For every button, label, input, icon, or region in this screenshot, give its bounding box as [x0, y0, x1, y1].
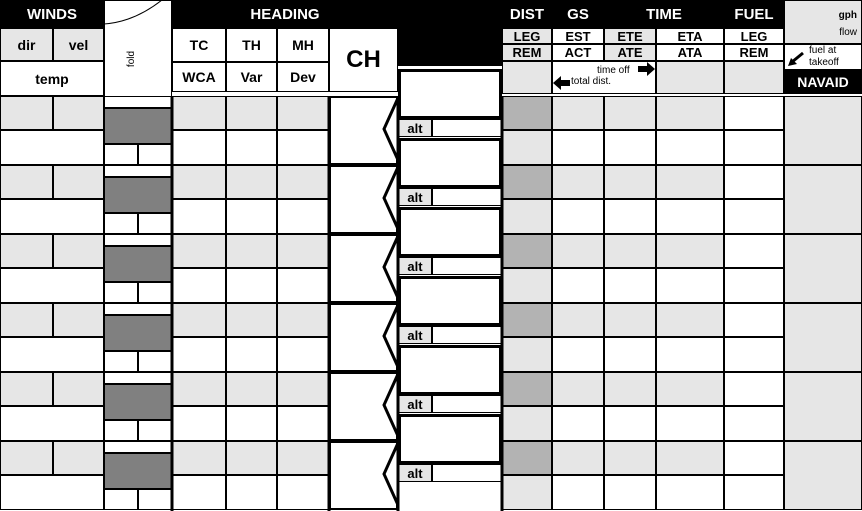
temp-cell-4[interactable]	[0, 337, 104, 372]
navaid-cell-3[interactable]	[784, 234, 862, 303]
ate-header: ATE	[604, 44, 656, 61]
alt-label-3: alt	[398, 257, 432, 275]
ate-cell-6[interactable]	[604, 475, 656, 510]
wind-dir-cell-5[interactable]	[0, 372, 53, 406]
navaid-cell-4[interactable]	[784, 303, 862, 372]
alt-label-6: alt	[398, 464, 432, 482]
temp-cell-1[interactable]	[0, 130, 104, 165]
dev-cell-4[interactable]	[277, 337, 329, 372]
tc-cell-5[interactable]	[172, 372, 226, 406]
wind-vel-cell-6[interactable]	[53, 441, 104, 475]
ch-cell-3[interactable]	[329, 234, 398, 303]
alt-cell-4[interactable]	[432, 326, 502, 344]
var-cell-3[interactable]	[226, 268, 277, 303]
dist-leg-cell-4[interactable]	[502, 303, 552, 337]
gs-act-cell-5[interactable]	[552, 406, 604, 441]
dist-leg-cell-6[interactable]	[502, 441, 552, 475]
tc-header: TC	[172, 28, 226, 62]
mh-cell-4[interactable]	[277, 303, 329, 337]
temp-header: temp	[0, 61, 104, 96]
th-header: TH	[226, 28, 277, 62]
heading-header: HEADING	[172, 0, 398, 28]
fuel-rem-cell-2[interactable]	[724, 199, 784, 234]
ch-header: CH	[329, 28, 398, 92]
fold-right-3	[138, 282, 172, 303]
ata-cell-5[interactable]	[656, 406, 724, 441]
temp-cell-3[interactable]	[0, 268, 104, 303]
gph-label: gph	[838, 10, 857, 21]
dist-leg-cell-2[interactable]	[502, 165, 552, 199]
eta-cell-5[interactable]	[656, 372, 724, 406]
wind-vel-cell-1[interactable]	[53, 96, 104, 130]
th-cell-5[interactable]	[226, 372, 277, 406]
total-dist-cell	[502, 61, 552, 94]
wca-cell-2[interactable]	[172, 199, 226, 234]
dev-header: Dev	[277, 62, 329, 92]
flow-label: flow	[839, 27, 857, 38]
var-cell-5[interactable]	[226, 406, 277, 441]
alt-cell-6[interactable]	[432, 464, 502, 482]
gs-header: GS	[552, 0, 604, 28]
fold-left-6	[104, 489, 138, 510]
gs-act-header: ACT	[552, 44, 604, 61]
fuel-at-takeoff-label: fuel at takeoff	[809, 45, 839, 68]
gs-est-header: EST	[552, 28, 604, 44]
gs-est-cell-5[interactable]	[552, 372, 604, 406]
dist-leg-cell-1[interactable]	[502, 96, 552, 130]
th-cell-1[interactable]	[226, 96, 277, 130]
wca-cell-5[interactable]	[172, 406, 226, 441]
tc-cell-1[interactable]	[172, 96, 226, 130]
ch-cell-2[interactable]	[329, 165, 398, 234]
gs-est-cell-4[interactable]	[552, 303, 604, 337]
wca-cell-4[interactable]	[172, 337, 226, 372]
gs-act-cell-6[interactable]	[552, 475, 604, 510]
dev-cell-1[interactable]	[277, 130, 329, 165]
ate-cell-4[interactable]	[604, 337, 656, 372]
wind-vel-cell-4[interactable]	[53, 303, 104, 337]
alt-cell-2[interactable]	[432, 188, 502, 206]
fold-right-6	[138, 489, 172, 510]
tc-cell-6[interactable]	[172, 441, 226, 475]
fold-top-4	[104, 303, 172, 315]
fold-left-4	[104, 351, 138, 372]
fold-left-3	[104, 282, 138, 303]
mh-cell-1[interactable]	[277, 96, 329, 130]
wind-dir-cell-2[interactable]	[0, 165, 53, 199]
time-off-cell	[552, 61, 656, 94]
ate-cell-5[interactable]	[604, 406, 656, 441]
fuel-rem-header: REM	[724, 44, 784, 61]
ch-cell-5[interactable]	[329, 372, 398, 441]
mh-cell-5[interactable]	[277, 372, 329, 406]
ata-cell-3[interactable]	[656, 268, 724, 303]
wind-vel-cell-5[interactable]	[53, 372, 104, 406]
checkpoint-cell-2[interactable]	[398, 138, 502, 188]
alt-cell-1[interactable]	[432, 119, 502, 137]
arrow-left-icon	[553, 76, 571, 90]
wca-header: WCA	[172, 62, 226, 92]
dev-cell-3[interactable]	[277, 268, 329, 303]
wind-dir-cell-1[interactable]	[0, 96, 53, 130]
dist-leg-cell-5[interactable]	[502, 372, 552, 406]
fold-right-5	[138, 420, 172, 441]
navaid-cell-6[interactable]	[784, 441, 862, 510]
gs-act-cell-1[interactable]	[552, 130, 604, 165]
gph-flow-box	[784, 0, 862, 44]
navaid-cell-5[interactable]	[784, 372, 862, 441]
fuel-off-cell	[724, 61, 784, 94]
arrow-right-icon	[638, 62, 656, 76]
fold-top-2	[104, 165, 172, 177]
ch-cell-4[interactable]	[329, 303, 398, 372]
checkpoint-header	[398, 0, 502, 66]
gs-act-cell-3[interactable]	[552, 268, 604, 303]
temp-cell-5[interactable]	[0, 406, 104, 441]
ata-cell-2[interactable]	[656, 199, 724, 234]
fold-left-5	[104, 420, 138, 441]
ete-header: ETE	[604, 28, 656, 44]
ete-cell-4[interactable]	[604, 303, 656, 337]
fuel-leg-cell-3[interactable]	[724, 234, 784, 268]
fold-right-4	[138, 351, 172, 372]
fuel-leg-cell-5[interactable]	[724, 372, 784, 406]
or-fix-label: (or fix)	[434, 23, 466, 34]
tc-cell-2[interactable]	[172, 165, 226, 199]
var-header: Var	[226, 62, 277, 92]
mh-header: MH	[277, 28, 329, 62]
fuel-at-takeoff-box	[784, 44, 862, 70]
wind-dir-cell-6[interactable]	[0, 441, 53, 475]
wca-cell-3[interactable]	[172, 268, 226, 303]
fold-gray-3	[104, 246, 172, 282]
winds-header: WINDS	[0, 0, 104, 28]
fold-top-6	[104, 441, 172, 453]
and-altitude-label: and Altitude	[409, 35, 491, 51]
ch-cell-6[interactable]	[329, 441, 398, 510]
mh-cell-6[interactable]	[277, 441, 329, 475]
alt-label-4: alt	[398, 326, 432, 344]
ete-cell-6[interactable]	[604, 441, 656, 475]
fold-gray-5	[104, 384, 172, 420]
tc-cell-3[interactable]	[172, 234, 226, 268]
fold-gray-6	[104, 453, 172, 489]
eta-cell-3[interactable]	[656, 234, 724, 268]
navaid-header: NAVAID	[784, 70, 862, 94]
fuel-leg-cell-2[interactable]	[724, 165, 784, 199]
gs-act-cell-2[interactable]	[552, 199, 604, 234]
fold-gray-4	[104, 315, 172, 351]
temp-cell-2[interactable]	[0, 199, 104, 234]
fuel-leg-cell-4[interactable]	[724, 303, 784, 337]
time-off-label: time off	[597, 65, 630, 76]
ata-cell-1[interactable]	[656, 130, 724, 165]
fold-top-3	[104, 234, 172, 246]
dir-header: dir	[0, 28, 53, 61]
vel-header: vel	[53, 28, 104, 61]
fuel-rem-cell-6[interactable]	[724, 475, 784, 510]
fuel-rem-cell-4[interactable]	[724, 337, 784, 372]
fuel-leg-cell-1[interactable]	[724, 96, 784, 130]
ata-header: ATA	[656, 44, 724, 61]
dist-rem-cell-5[interactable]	[502, 406, 552, 441]
mh-cell-2[interactable]	[277, 165, 329, 199]
th-cell-3[interactable]	[226, 234, 277, 268]
var-cell-4[interactable]	[226, 337, 277, 372]
checkpoint-cell-1[interactable]	[398, 69, 502, 119]
fold-top-5	[104, 372, 172, 384]
ata-cell-6[interactable]	[656, 475, 724, 510]
gs-est-cell-1[interactable]	[552, 96, 604, 130]
ata-cell-4[interactable]	[656, 337, 724, 372]
checkpoint-label: CHECKPOINT	[403, 6, 497, 22]
eta-cell-1[interactable]	[656, 96, 724, 130]
wind-vel-cell-2[interactable]	[53, 165, 104, 199]
gs-act-cell-4[interactable]	[552, 337, 604, 372]
checkpoint-cell-5[interactable]	[398, 345, 502, 395]
eta-cell-2[interactable]	[656, 165, 724, 199]
ate-cell-1[interactable]	[604, 130, 656, 165]
fold-arc	[104, 0, 172, 40]
dev-cell-6[interactable]	[277, 475, 329, 510]
fold-gray-1	[104, 108, 172, 144]
gs-est-cell-6[interactable]	[552, 441, 604, 475]
eta-off-cell	[656, 61, 724, 94]
dist-leg-header: LEG	[502, 28, 552, 44]
wind-dir-cell-4[interactable]	[0, 303, 53, 337]
ete-cell-1[interactable]	[604, 96, 656, 130]
fuel-leg-header: LEG	[724, 28, 784, 44]
th-cell-4[interactable]	[226, 303, 277, 337]
checkpoint-cell-3[interactable]	[398, 207, 502, 257]
eta-cell-4[interactable]	[656, 303, 724, 337]
dist-header: DIST	[502, 0, 552, 28]
fold-top-1	[104, 96, 172, 108]
dist-rem-cell-4[interactable]	[502, 337, 552, 372]
ch-cell-1[interactable]	[329, 96, 398, 165]
dev-cell-5[interactable]	[277, 406, 329, 441]
total-dist-label: total dist.	[571, 76, 612, 87]
eta-cell-6[interactable]	[656, 441, 724, 475]
fold-right-2	[138, 213, 172, 234]
alt-cell-3[interactable]	[432, 257, 502, 275]
dist-rem-cell-3[interactable]	[502, 268, 552, 303]
ate-cell-2[interactable]	[604, 199, 656, 234]
fold-label: fold	[125, 50, 137, 68]
var-cell-1[interactable]	[226, 130, 277, 165]
dist-leg-cell-3[interactable]	[502, 234, 552, 268]
th-cell-6[interactable]	[226, 441, 277, 475]
fuel-rem-cell-1[interactable]	[724, 130, 784, 165]
dev-cell-2[interactable]	[277, 199, 329, 234]
var-cell-6[interactable]	[226, 475, 277, 510]
ete-cell-3[interactable]	[604, 234, 656, 268]
fold-right-1	[138, 144, 172, 165]
alt-cell-5[interactable]	[432, 395, 502, 413]
dist-rem-cell-2[interactable]	[502, 199, 552, 234]
dist-rem-header: REM	[502, 44, 552, 61]
var-cell-2[interactable]	[226, 199, 277, 234]
temp-cell-6[interactable]	[0, 475, 104, 510]
dist-rem-cell-1[interactable]	[502, 130, 552, 165]
alt-label-1: alt	[398, 119, 432, 137]
fuel-leg-cell-6[interactable]	[724, 441, 784, 475]
th-cell-2[interactable]	[226, 165, 277, 199]
arrow-down-left-icon	[787, 51, 807, 67]
alt-label-2: alt	[398, 188, 432, 206]
fuel-rem-cell-3[interactable]	[724, 268, 784, 303]
eta-header: ETA	[656, 28, 724, 44]
navaid-cell-2[interactable]	[784, 165, 862, 234]
wind-vel-cell-3[interactable]	[53, 234, 104, 268]
checkpoint-cell-6[interactable]	[398, 414, 502, 464]
ete-cell-2[interactable]	[604, 165, 656, 199]
wca-cell-6[interactable]	[172, 475, 226, 510]
fuel-header: FUEL	[724, 0, 784, 28]
wca-cell-1[interactable]	[172, 130, 226, 165]
navaid-cell-1[interactable]	[784, 96, 862, 165]
fold-gray-2	[104, 177, 172, 213]
ete-cell-5[interactable]	[604, 372, 656, 406]
wind-dir-cell-3[interactable]	[0, 234, 53, 268]
gs-est-cell-3[interactable]	[552, 234, 604, 268]
fold-left-2	[104, 213, 138, 234]
fold-left-1	[104, 144, 138, 165]
dist-rem-cell-6[interactable]	[502, 475, 552, 510]
alt-label-5: alt	[398, 395, 432, 413]
ate-cell-3[interactable]	[604, 268, 656, 303]
checkpoint-cell-4[interactable]	[398, 276, 502, 326]
gs-est-cell-2[interactable]	[552, 165, 604, 199]
mh-cell-3[interactable]	[277, 234, 329, 268]
time-header: TIME	[604, 0, 724, 28]
fuel-rem-cell-5[interactable]	[724, 406, 784, 441]
tc-cell-4[interactable]	[172, 303, 226, 337]
